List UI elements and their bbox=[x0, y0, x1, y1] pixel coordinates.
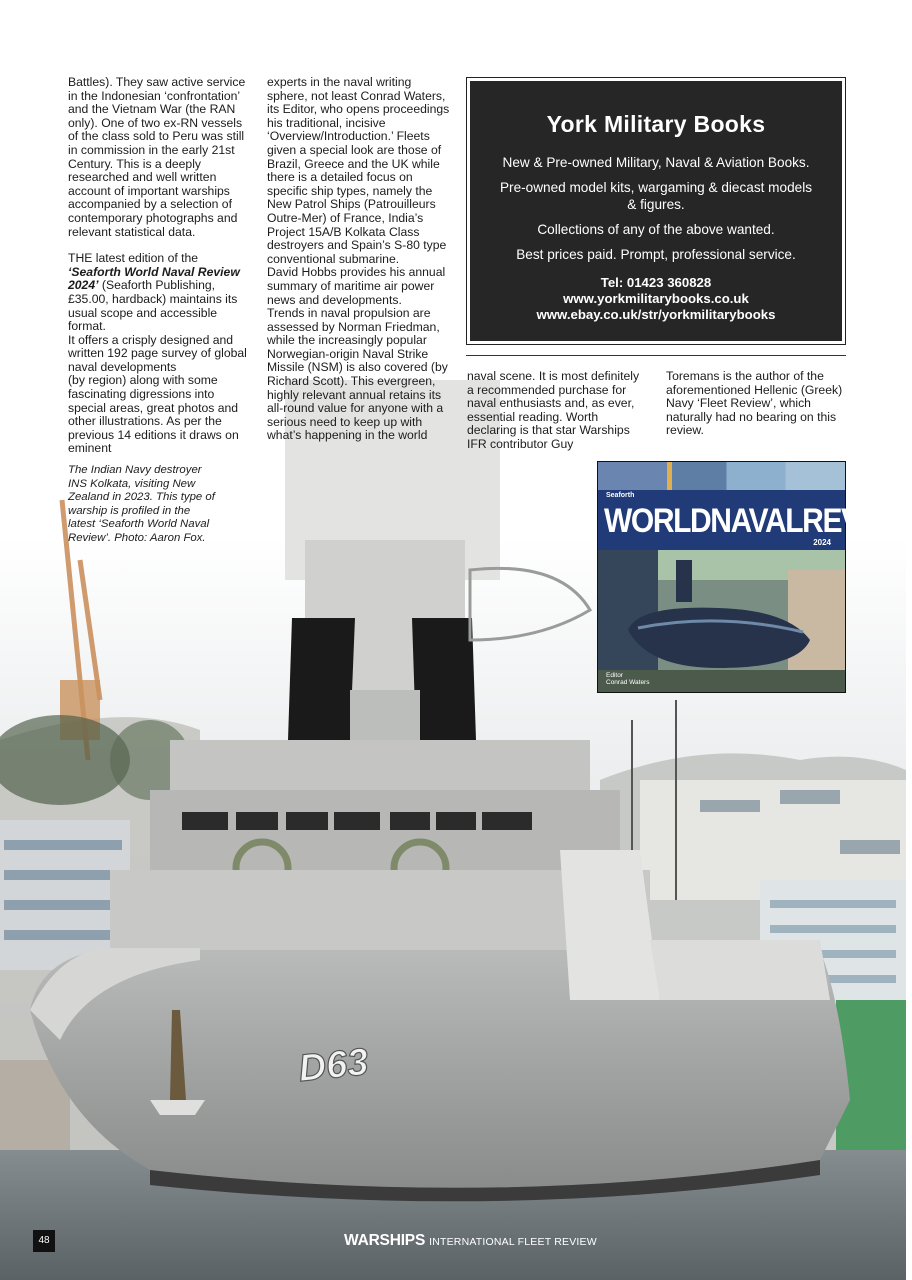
page-number: 48 bbox=[33, 1230, 55, 1252]
advert-website-link[interactable]: www.yorkmilitarybooks.co.uk bbox=[563, 291, 749, 306]
book-cover-image bbox=[597, 461, 912, 693]
advert-line: Best prices paid. Prompt, professional service. bbox=[516, 247, 796, 262]
hull-pennant-number: D63 bbox=[296, 1041, 371, 1091]
paragraph-rest: (Seaforth Publishing, £35.00, hardback) maintains its usual scope and accessible format. bbox=[68, 278, 238, 334]
paragraph: naval scene. It is most definitely a recommended purchase for naval enthusiasts and, as ever, essential reading. Worth declaring is that star Warships IFR contributor Guy bbox=[467, 369, 640, 451]
advert-line: Pre-owned model kits, wargaming & diecast models & figures. bbox=[499, 180, 813, 212]
cover-editor-label: Editor bbox=[606, 672, 623, 679]
advert-panel bbox=[470, 81, 842, 341]
paragraph: Battles). They saw active service in the Indonesian ‘confrontation’ and the Vietnam War (the RAN only). One of two ex-RN vessels of the class sold to Peru was still in commission in the early 21st Century. This is a deeply researched and well written account of important warships accompanied by a selection of contemporary photographs and relevant statistical data. bbox=[68, 75, 246, 239]
paragraph bbox=[68, 252, 254, 334]
advert-contact bbox=[470, 275, 842, 323]
paragraph: It offers a crisply designed and written 192 page survey of global naval developments bbox=[68, 332, 247, 374]
cover-title: WORLDNAVALREVIEW bbox=[604, 502, 912, 540]
text-column-2 bbox=[267, 76, 453, 443]
submarine-illustration bbox=[598, 550, 845, 692]
magazine-brand: WARSHIPS bbox=[344, 1232, 426, 1249]
column-divider bbox=[466, 355, 846, 356]
cover-editor bbox=[606, 672, 649, 686]
paragraph: experts in the naval writing sphere, not least Conrad Waters, its Editor, who opens proceedings his traditional, incisive ‘Overview/Introduction.’ Fleets given a special look are those of Brazil, Greece and the UK while there is a detailed focus on specific ship types, namely the New Patrol Ships (Patrouilleurs Outre-Mer) of France, India’s Project 15A/B Kolkata Class destroyers and Spain’s S-80 type conventional submarine. bbox=[267, 75, 450, 266]
magazine-subtitle: INTERNATIONAL FLEET REVIEW bbox=[429, 1236, 597, 1248]
text-column-3 bbox=[467, 370, 649, 452]
cover-photo-strip bbox=[598, 462, 845, 490]
paragraph: David Hobbs provides his annual summary of maritime air power news and developments. bbox=[267, 265, 446, 307]
paragraph-lead: THE latest edition of the bbox=[68, 251, 199, 266]
text-column-1 bbox=[68, 76, 254, 456]
photo-caption: The Indian Navy destroyer INS Kolkata, visiting New Zealand in 2023. This type of warship is profiled in the latest ‘Seaforth World Naval Review’. Photo: Aaron Fox. bbox=[68, 464, 215, 544]
advert-line: New & Pre-owned Military, Naval & Aviation Books. bbox=[502, 155, 810, 170]
book-title: ‘Seaforth World Naval Review 2024’ bbox=[68, 264, 240, 293]
advert-title: York Military Books bbox=[546, 111, 766, 137]
advert-line: Collections of any of the above wanted. bbox=[537, 222, 775, 237]
text-column-4 bbox=[666, 370, 848, 438]
magazine-footer bbox=[344, 1232, 597, 1250]
advert-telephone: Tel: 01423 360828 bbox=[600, 275, 712, 290]
cover-year: 2024 bbox=[813, 538, 831, 547]
paragraph: (by region) along with some fascinating digressions into special areas, great photos and other illustrations. As per the previous 14 editions it draws on eminent bbox=[68, 373, 239, 456]
paragraph: Toremans is the author of the aforementioned Hellenic (Greek) Navy ‘Fleet Review’, which naturally had no bearing on this review. bbox=[666, 369, 843, 438]
paragraph: Trends in naval propulsion are assessed by Norman Friedman, while the increasingly popular Norwegian-origin Naval Strike Missile (NSM) is also covered (by Richard Scott). This evergreen, highly relevant annual retains its all-round value for anyone with a serious need to keep up with what’s happening in the world bbox=[267, 306, 448, 443]
cover-publisher: Seaforth bbox=[606, 492, 635, 499]
cover-editor-name: Conrad Waters bbox=[606, 679, 650, 686]
advert-ebay-link[interactable]: www.ebay.co.uk/str/yorkmilitarybooks bbox=[536, 307, 776, 322]
york-military-books-advert bbox=[466, 77, 846, 345]
